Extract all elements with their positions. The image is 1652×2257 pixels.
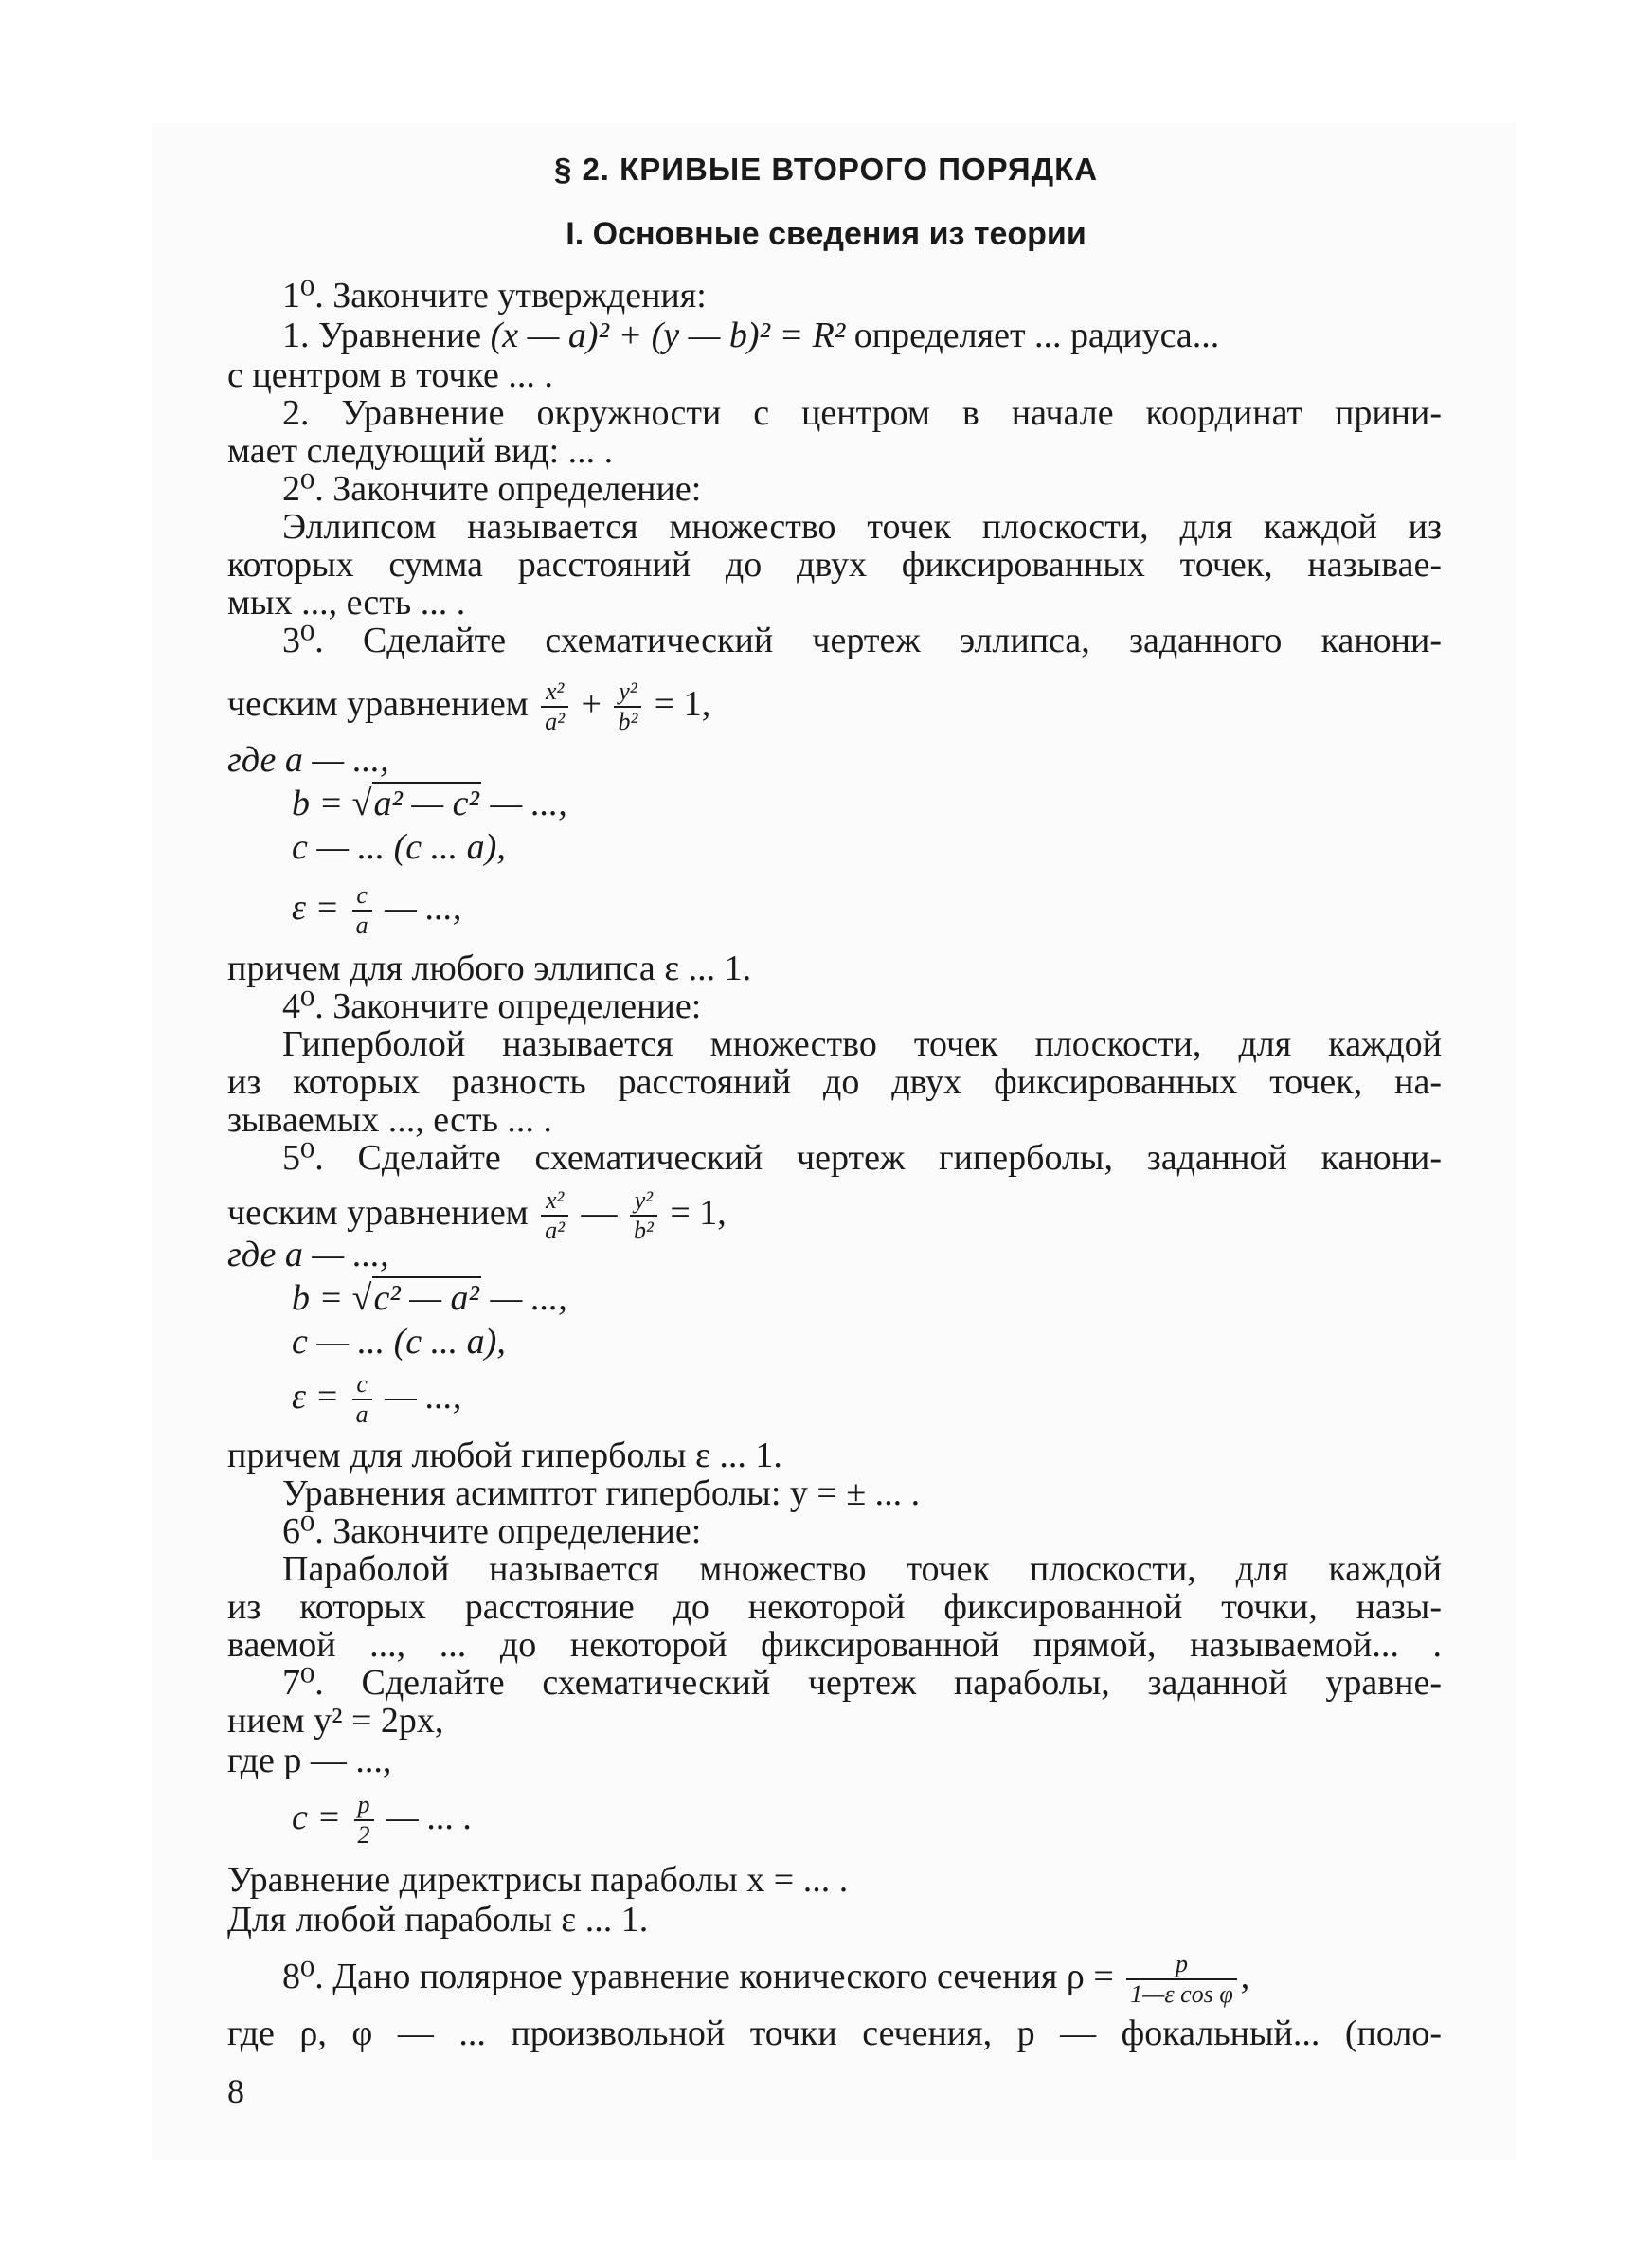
- text-line: 2. Уравнение окружности с центром в начале координат прини-: [282, 393, 1442, 433]
- ellipse-equation-line: [227, 668, 710, 740]
- text-fragment: 8⁰. Дано полярное уравнение конического сечения ρ =: [282, 1957, 1114, 1996]
- text-line: мает следующий вид: ... .: [227, 431, 614, 471]
- denominator: 1—ε cos φ: [1130, 1980, 1233, 2009]
- numerator: y²: [630, 1186, 657, 1217]
- text-line: Параболой называется множество точек плоскости, для каждой: [282, 1549, 1442, 1589]
- text-line: которых сумма расстояний до двух фиксированных точек, называе-: [227, 545, 1442, 585]
- text-fragment: ческим уравнением: [227, 1193, 529, 1233]
- text-line: зываемых ..., есть ... .: [227, 1100, 552, 1140]
- text-fragment: ческим уравнением: [227, 684, 529, 724]
- text-line: 5⁰. Сделайте схематический чертеж гиперболы, заданной канони-: [282, 1138, 1442, 1178]
- fraction: [630, 1186, 657, 1245]
- numerator: c: [352, 881, 372, 912]
- fraction: [614, 677, 641, 736]
- text-fragment: = 1,: [670, 1193, 727, 1233]
- text-line: где ρ, φ — ... произвольной точки сечения, p — фокальный... (поло-: [227, 2013, 1442, 2053]
- eccentricity-line: [292, 1361, 461, 1433]
- fraction: [541, 1186, 568, 1245]
- text-line: где p — ...,: [227, 1741, 392, 1780]
- circle-equation: (x — a)² + (y — b)² = R²: [490, 316, 846, 355]
- text-line: Гиперболой называется множество точек плоскости, для каждой: [282, 1024, 1442, 1064]
- text-fragment: = 1,: [654, 684, 711, 724]
- text-line: c — ... (c ... a),: [292, 1322, 506, 1362]
- text-line: где a — ...,: [227, 1235, 389, 1274]
- numerator: x²: [541, 1186, 568, 1217]
- text-line: c — ... (c ... a),: [292, 827, 506, 867]
- denominator: a²: [545, 1217, 566, 1245]
- text-fragment: ,: [1240, 1957, 1250, 1996]
- numerator: c: [352, 1370, 372, 1400]
- radicand: c² — a²: [373, 1278, 479, 1318]
- text-line: 3⁰. Сделайте схематический чертеж эллипса, заданного канони-: [282, 621, 1442, 660]
- page-number: 8: [227, 2072, 244, 2110]
- text-fragment: ε =: [292, 888, 340, 928]
- text-line: ваемой ..., ... до некоторой фиксированной прямой, называемой... .: [227, 1625, 1442, 1665]
- fraction: [352, 881, 372, 940]
- denominator: a: [355, 1400, 368, 1429]
- text-fragment: b = √: [292, 1278, 372, 1318]
- text-fragment: ε =: [292, 1377, 340, 1417]
- text-fragment: b = √: [292, 784, 372, 823]
- text-line: из которых разность расстояний до двух фиксированных точек, на-: [227, 1062, 1442, 1102]
- text-line: 2⁰. Закончите определение:: [282, 469, 702, 509]
- radicand: a² — c²: [373, 784, 479, 823]
- fraction: [1126, 1950, 1236, 2009]
- text-line: [282, 315, 1219, 356]
- fraction: [352, 1370, 372, 1429]
- text-line: 1⁰. Закончите утверждения:: [282, 276, 707, 316]
- subsection-title: I. Основные сведения из теории: [566, 216, 1086, 252]
- text-line: 4⁰. Закончите определение:: [282, 986, 702, 1026]
- denominator: a²: [545, 708, 566, 736]
- text-fragment: — ... .: [386, 1797, 473, 1837]
- text-line: причем для любой гиперболы ε ... 1.: [227, 1435, 782, 1475]
- text-line: Уравнение директрисы параболы x = ... .: [227, 1860, 849, 1900]
- text-line: причем для любого эллипса ε ... 1.: [227, 948, 752, 988]
- fraction: [354, 1791, 374, 1850]
- text-fragment: c =: [292, 1797, 342, 1837]
- text-line: 6⁰. Закончите определение:: [282, 1511, 702, 1551]
- text-line: Эллипсом называется множество точек плоскости, для каждой из: [282, 507, 1442, 547]
- focus-line: [292, 1781, 473, 1853]
- eccentricity-line: [292, 872, 461, 944]
- numerator: p: [354, 1791, 374, 1821]
- text-fragment: — ...,: [480, 784, 567, 823]
- text-line: [292, 783, 567, 824]
- fraction: [541, 677, 568, 736]
- numerator: x²: [541, 677, 568, 708]
- text-fragment: определяет ... радиуса...: [845, 316, 1220, 355]
- text-line: нием y² = 2px,: [227, 1701, 444, 1741]
- denominator: b²: [634, 1217, 654, 1245]
- text-fragment: — ...,: [480, 1278, 567, 1318]
- operator: —: [581, 1193, 618, 1233]
- text-line: Для любой параболы ε ... 1.: [227, 1900, 649, 1940]
- denominator: 2: [357, 1821, 370, 1850]
- text-line: мых ..., есть ... .: [227, 583, 466, 623]
- text-line: Уравнения асимптот гиперболы: y = ± ... .: [282, 1473, 921, 1513]
- text-line: из которых расстояние до некоторой фиксированной точки, назы-: [227, 1587, 1442, 1627]
- text-fragment: 1. Уравнение: [282, 316, 491, 355]
- numerator: y²: [614, 677, 641, 708]
- text-fragment: — ...,: [385, 1377, 462, 1417]
- denominator: b²: [618, 708, 638, 736]
- text-line: [292, 1277, 567, 1319]
- polar-equation-line: [282, 1941, 1249, 2013]
- text-fragment: — ...,: [385, 888, 462, 928]
- denominator: a: [355, 912, 368, 940]
- section-title: § 2. КРИВЫЕ ВТОРОГО ПОРЯДКА: [553, 152, 1099, 187]
- text-line: где a — ...,: [227, 740, 389, 780]
- numerator: p: [1126, 1950, 1236, 1980]
- text-line: с центром в точке ... .: [227, 355, 553, 395]
- text-line: 7⁰. Сделайте схематический чертеж параболы, заданной уравне-: [282, 1663, 1442, 1703]
- operator: +: [581, 684, 602, 724]
